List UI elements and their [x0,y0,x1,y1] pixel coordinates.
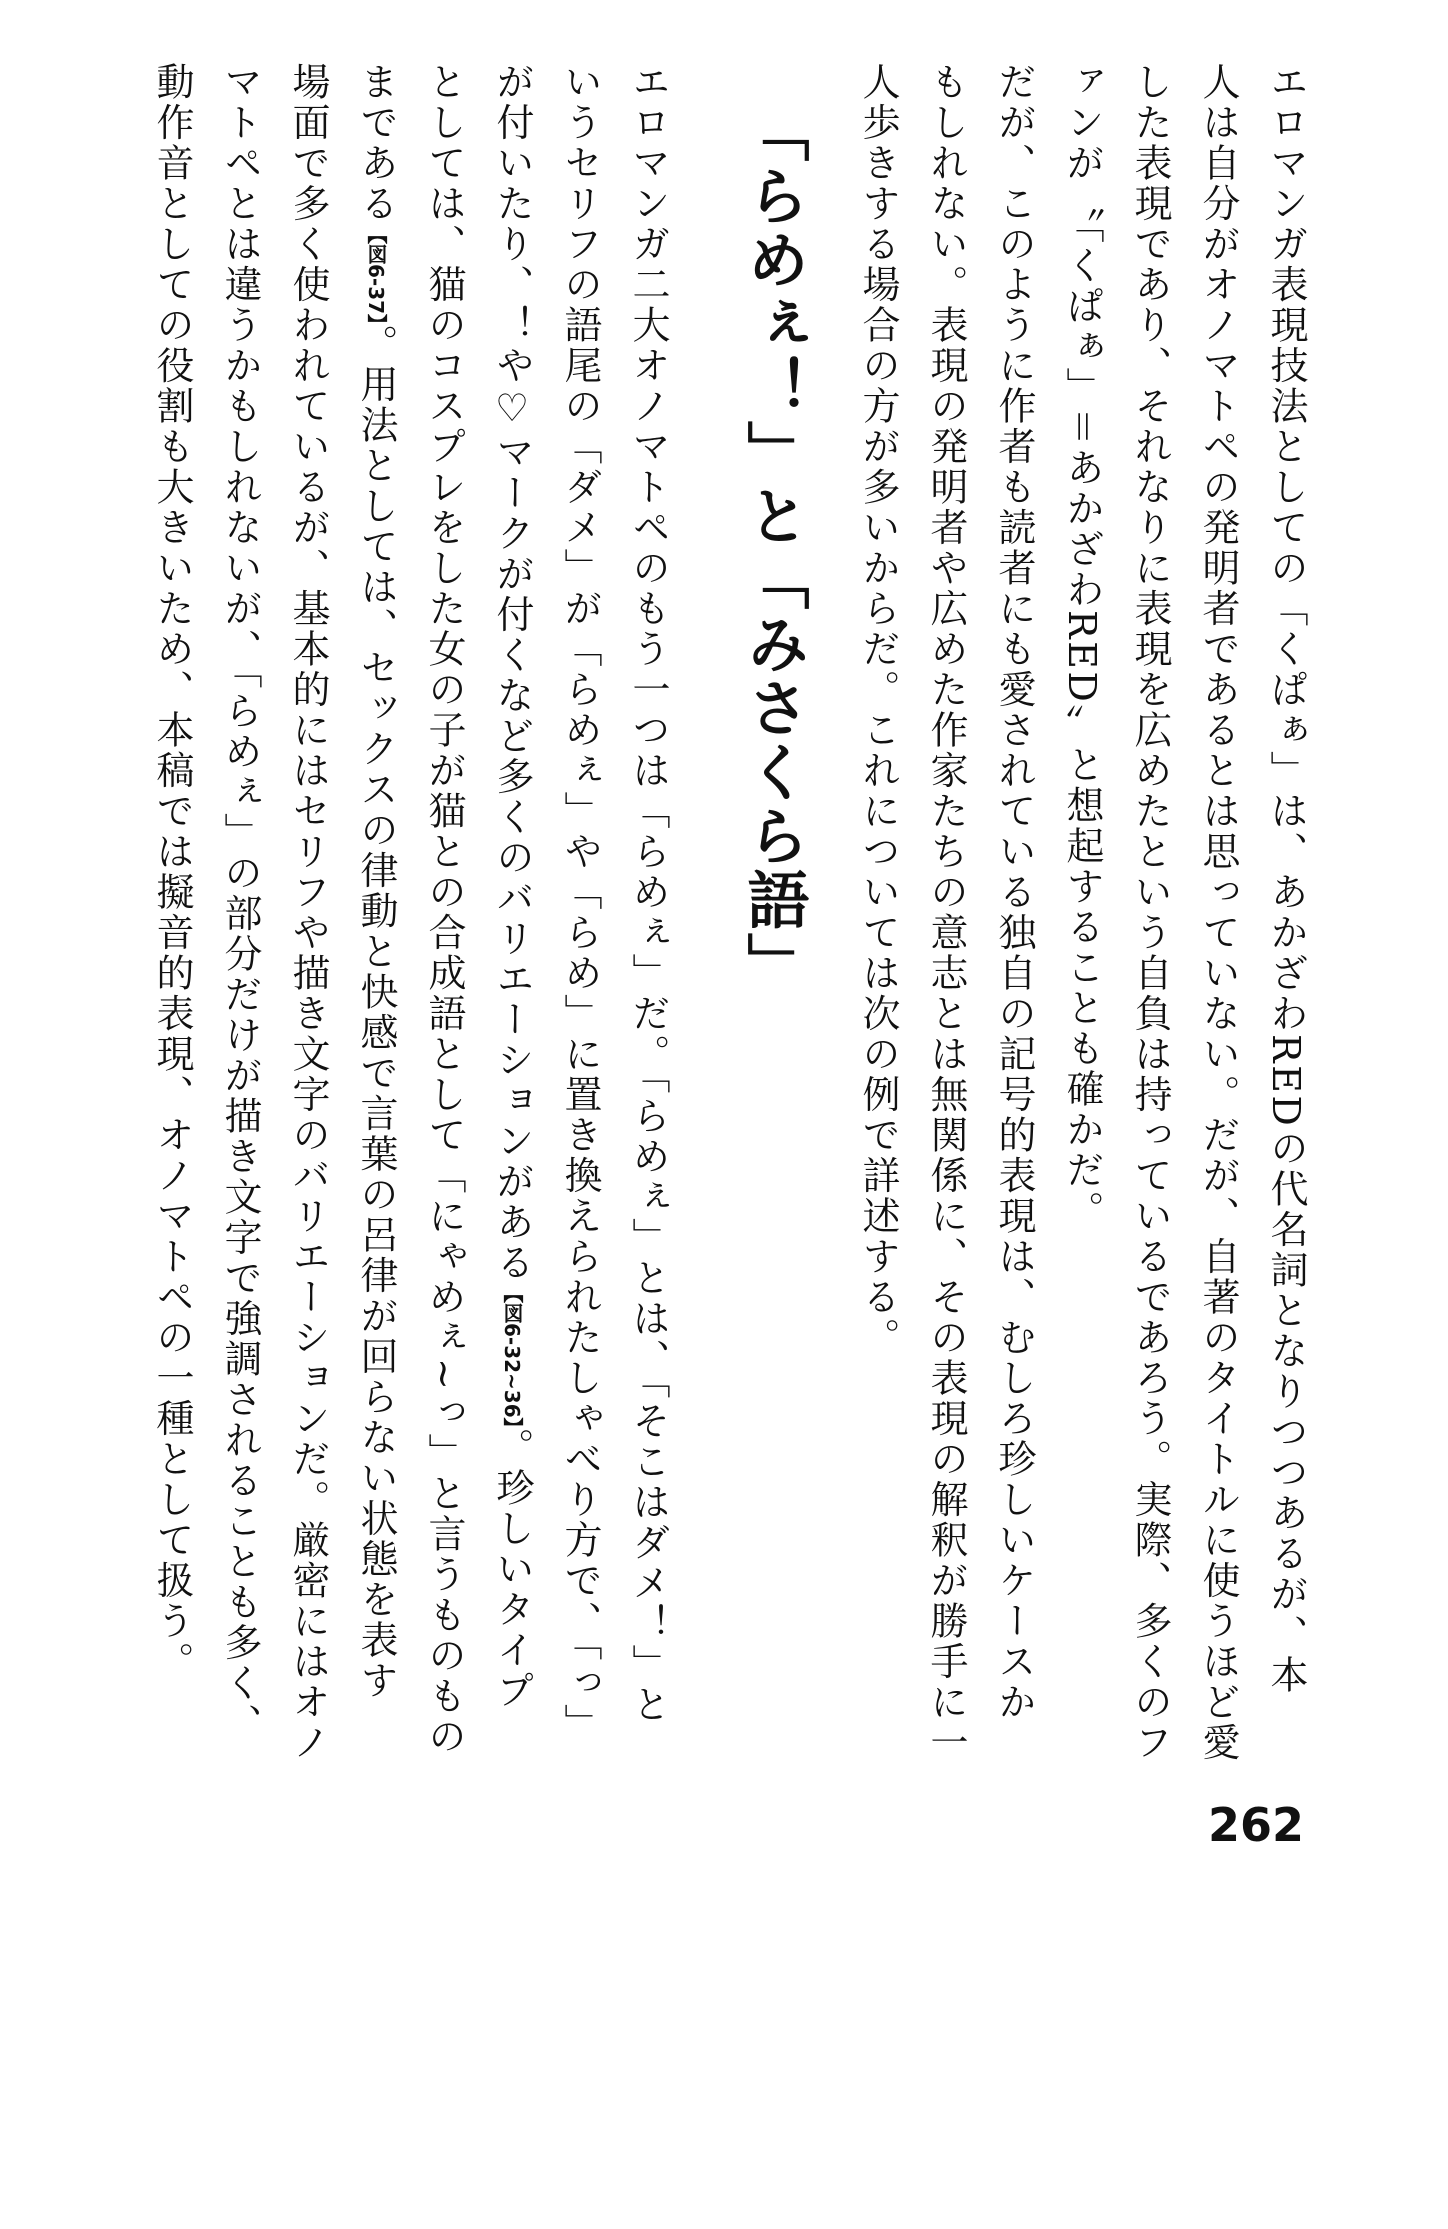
figure-reference: 【図6-37】 [364,224,388,325]
text-segment: 。用法としては、セックスの律動と快感で言葉の呂律が回らない状態を表す [354,324,398,1702]
text-line: エロマンガ二大オノマトペのもう一つは「らめぇ」だ。「らめぇ」とは、「そこはダメ！」と [626,62,670,1725]
page-number: 262 [1208,1798,1305,1852]
text-line: 場面で多く使われているが、基本的にはセリフや描き文字のバリエーションだ。厳密にはオノ [286,62,330,1763]
section-heading: 「らめぇ！」と「みさくら語」 [737,100,810,996]
text-line: 人歩きする場合の方が多いからだ。これについては次の例で詳述する。 [856,62,900,1358]
text-segment: 。珍しいタイプ [490,1427,534,1712]
text-line [484,62,540,1711]
text-segment: まである [354,62,398,224]
text-line [348,62,404,1701]
text-line: エロマンガ表現技法としての「くぱぁ」は、あかざわREDの代名詞となりつつあるが、本 [1264,62,1308,1696]
text-line: 動作音としての役割も大きいため、本稿では擬音的表現、オノマトペの一種として扱う。 [150,62,194,1682]
text-line: だが、このように作者も読者にも愛されている独自の記号的表現は、むしろ珍しいケースか [992,62,1036,1723]
text-line: としては、猫のコスプレをした女の子が猫との合成語として「にゃめぇ~っ」と言うものもの [422,62,466,1757]
text-line: ァンが〝「くぱぁ」＝あかざわRED〟と想起することも確かだ。 [1060,62,1104,1231]
text-line: いうセリフの語尾の「ダメ」が「らめぇ」や「らめ」に置き換えられたしゃべり方で、「っ」 [558,62,602,1744]
text-line: した表現であり、それなりに表現を広めたという自負は持っているであろう。実際、多くのフ [1128,62,1172,1763]
text-line: マトペとは違うかもしれないが、「らめぇ」の部分だけが描き文字で強調されることも多く、 [218,62,262,1744]
figure-reference: 【図6-32~36】 [500,1283,524,1428]
text-segment: が付いたり、！や♡マークが付くなど多くのバリエーションがある [490,62,534,1283]
text-line: もしれない。表現の発明者や広めた作家たちの意志とは無関係に、その表現の解釈が勝手に一 [924,62,968,1763]
text-line: 人は自分がオノマトペの発明者であるとは思っていない。だが、自著のタイトルに使うほど愛 [1196,62,1240,1763]
